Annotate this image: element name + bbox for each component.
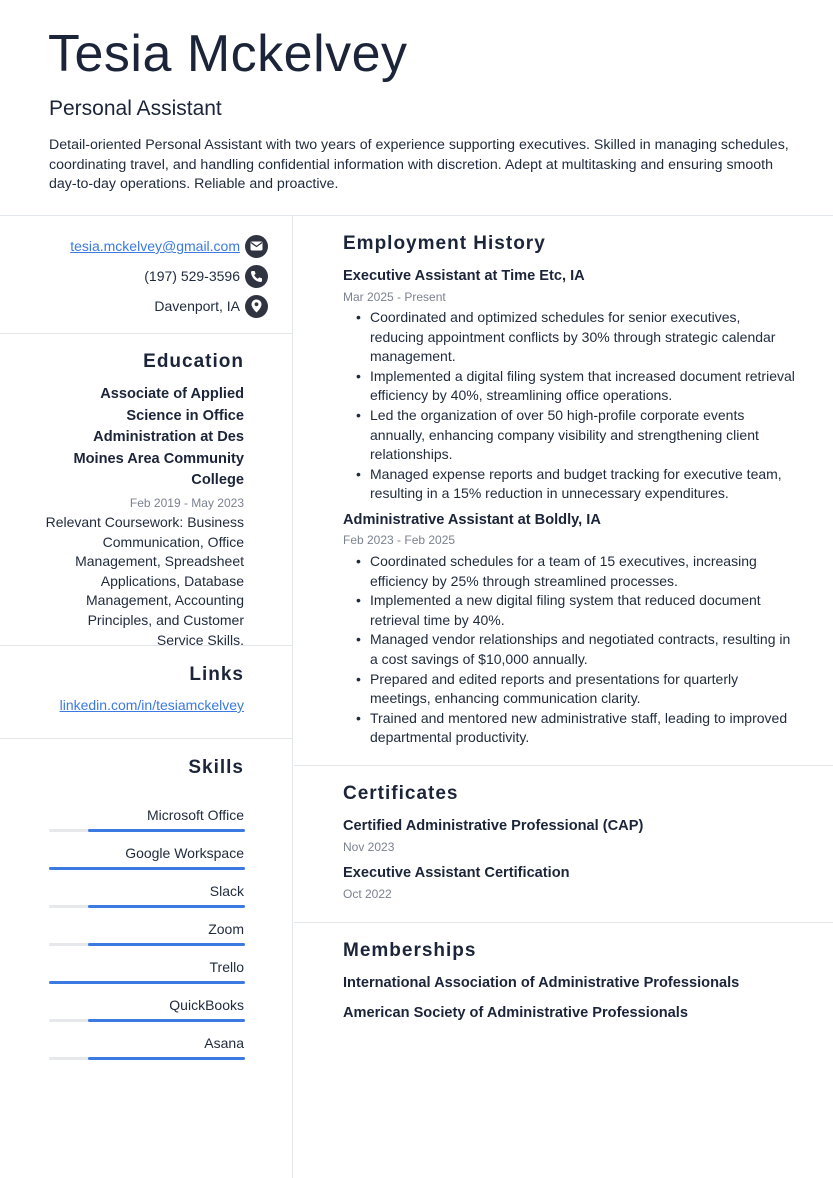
skill-level-fill — [49, 867, 245, 870]
skill-label: Asana — [204, 1035, 244, 1051]
location-text: Davenport, IA — [154, 298, 240, 314]
skill-label: Google Workspace — [125, 845, 244, 861]
employment-section — [294, 216, 833, 765]
education-entry — [44, 384, 244, 650]
job-1-dates: Mar 2025 - Present — [343, 290, 446, 304]
skill-label: Slack — [209, 883, 244, 899]
skill-level-bar — [49, 981, 245, 984]
left-column — [0, 216, 293, 1178]
skill-label: Zoom — [208, 921, 244, 937]
skill-level-bar — [49, 943, 245, 946]
skills-heading: Skills — [188, 757, 244, 778]
memberships-heading: Memberships — [343, 940, 477, 961]
list-item: • Led the organization of over 50 high-profile corporate events annually, enhancing company visibility and strengthening client relationships. — [356, 406, 796, 465]
skill-level-bar — [49, 905, 245, 908]
job-2-title: Administrative Assistant at Boldly, IA — [343, 512, 601, 528]
membership-2: American Society of Administrative Professionals — [343, 1005, 688, 1021]
right-column — [294, 216, 833, 1178]
education-section — [0, 334, 293, 646]
list-item: • Prepared and edited reports and presentations for quarterly meetings, enhancing communication clarity. — [356, 670, 796, 709]
skill-level-fill — [88, 1057, 245, 1060]
list-item: • Managed vendor relationships and negotiated contracts, resulting in a cost savings of $10,000 annually. — [356, 630, 796, 669]
phone-number: (197) 529-3596 — [144, 268, 240, 284]
skill-label: Trello — [209, 959, 244, 975]
job-1-bullets — [356, 308, 796, 504]
linkedin-link[interactable]: linkedin.com/in/tesiamckelvey — [59, 697, 244, 713]
email-link[interactable]: tesia.mckelvey@gmail.com — [70, 238, 240, 254]
skill-level-fill — [88, 1019, 245, 1022]
education-degree: Associate of Applied Science in Office Administration at Des Moines Area Community College — [73, 386, 244, 489]
list-item: • Implemented a digital filing system that increased document retrieval efficiency by 40%, streamlining office operations. — [356, 367, 796, 406]
skill-label: QuickBooks — [169, 997, 244, 1013]
certificate-2-date: Oct 2022 — [343, 887, 392, 901]
skill-level-bar — [49, 867, 245, 870]
list-item: • Trained and mentored new administrative staff, leading to improved departmental productivity. — [356, 709, 796, 748]
list-item: • Coordinated and optimized schedules for senior executives, reducing appointment conflicts by 30% through strategic calendar management. — [356, 308, 796, 367]
job-1-title: Executive Assistant at Time Etc, IA — [343, 268, 585, 284]
skill-level-fill — [88, 943, 245, 946]
skills-section — [0, 739, 293, 1059]
certificates-heading: Certificates — [343, 783, 459, 804]
employment-heading: Employment History — [343, 233, 546, 254]
skill-level-fill — [49, 981, 245, 984]
map-pin-icon — [245, 295, 268, 318]
candidate-name: Tesia Mckelvey — [48, 25, 408, 83]
links-section — [0, 646, 293, 739]
certificate-1-date: Nov 2023 — [343, 840, 395, 854]
education-heading: Education — [143, 351, 244, 372]
job-title: Personal Assistant — [49, 97, 222, 120]
resume-header — [0, 0, 833, 216]
phone-icon — [245, 265, 268, 288]
certificates-section — [294, 766, 833, 922]
memberships-section — [294, 923, 833, 1073]
list-item: • Coordinated schedules for a team of 15 executives, increasing efficiency by 25% through streamlined processes. — [356, 552, 796, 591]
skill-level-bar — [49, 1019, 245, 1022]
envelope-icon — [245, 235, 268, 258]
skill-level-bar — [49, 1057, 245, 1060]
membership-1: International Association of Administrative Professionals — [343, 975, 740, 991]
links-heading: Links — [189, 664, 244, 685]
skill-level-bar — [49, 829, 245, 832]
certificate-2-name: Executive Assistant Certification — [343, 865, 570, 881]
list-item: • Managed expense reports and budget tracking for executive team, resulting in a 15% reduction in unnecessary expenditures. — [356, 465, 796, 504]
education-dates: Feb 2019 - May 2023 — [129, 495, 244, 510]
skill-level-fill — [88, 829, 245, 832]
contact-phone-row — [144, 264, 273, 288]
contact-email-row — [70, 234, 273, 258]
job-2-bullets — [356, 552, 796, 748]
skill-label: Microsoft Office — [147, 807, 244, 823]
skill-level-fill — [88, 905, 245, 908]
contact-section — [0, 216, 293, 334]
education-description: Relevant Coursework: Business Communication, Office Management, Spreadsheet Applications, Database Management, Accounting Principles, and Customer Service Skills. — [45, 513, 244, 648]
certificate-1-name: Certified Administrative Professional (CAP) — [343, 818, 644, 834]
contact-location-row — [154, 294, 273, 318]
job-2-dates: Feb 2023 - Feb 2025 — [343, 533, 456, 547]
profile-summary: Detail-oriented Personal Assistant with two years of experience supporting executives. Skilled in managing schedules, coordinating travel, and handling confidential information with discretion. Adept at multitasking and ensuring smooth day-to-day operations. Reliable and proactive. — [49, 137, 789, 193]
list-item: • Implemented a new digital filing system that reduced document retrieval time by 40%. — [356, 591, 796, 630]
